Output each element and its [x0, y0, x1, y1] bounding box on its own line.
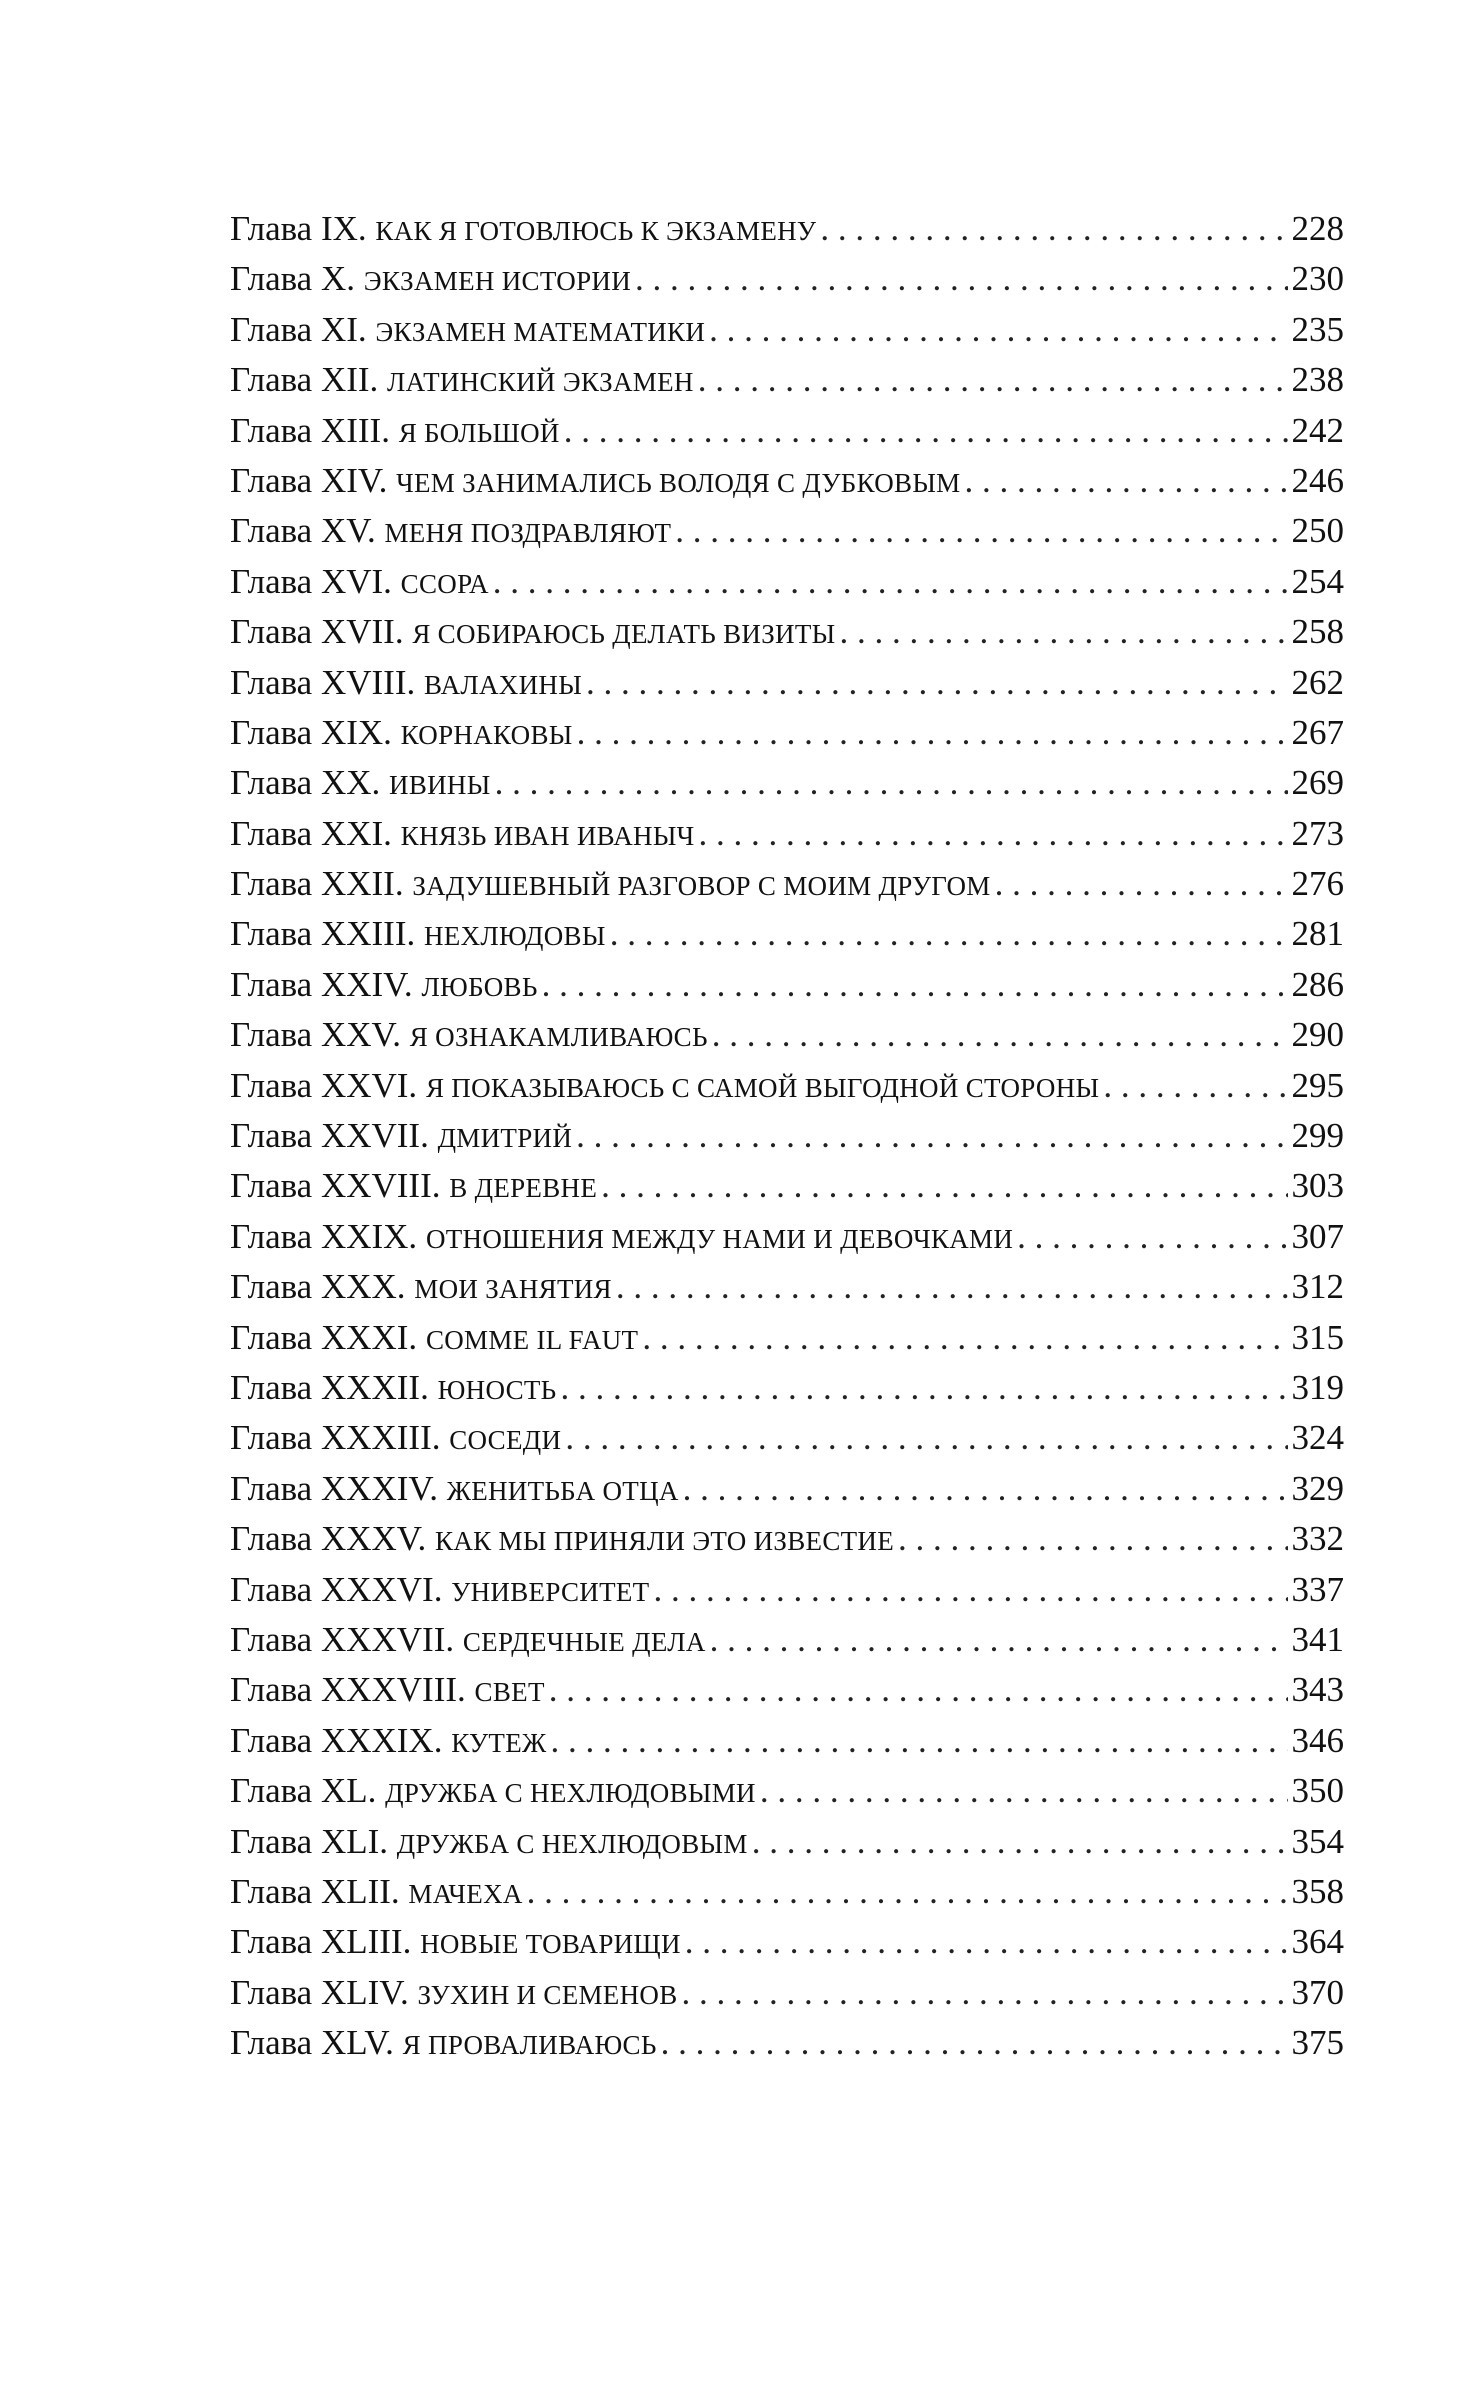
- page-number: 319: [1291, 1367, 1344, 1407]
- page-number: 281: [1291, 914, 1344, 954]
- dot-leader: [564, 406, 1288, 456]
- page-number: 350: [1291, 1771, 1344, 1811]
- dot-leader: [683, 1464, 1288, 1514]
- chapter-title: ЛЮБОВЬ: [421, 971, 538, 1002]
- chapter-label: Глава XLV.: [230, 2023, 394, 2063]
- page-number: 250: [1291, 511, 1344, 551]
- dot-leader: [527, 1867, 1288, 1917]
- chapter-title: МАЧЕХА: [408, 1878, 523, 1909]
- page-number: 315: [1291, 1317, 1344, 1357]
- chapter-title: КОРНАКОВЫ: [400, 719, 573, 750]
- dot-leader: [616, 1262, 1288, 1312]
- toc-entry-xvii[interactable]: [230, 607, 1344, 657]
- chapter-label: Глава XXXI.: [230, 1317, 418, 1357]
- toc-entry-xxxvi[interactable]: [230, 1565, 1344, 1615]
- chapter-label: Глава XX.: [230, 763, 381, 803]
- chapter-title: ССОРА: [400, 568, 489, 599]
- chapter-label: Глава XVII.: [230, 612, 404, 652]
- page-number: 238: [1291, 360, 1344, 400]
- chapter-label: Глава XXXII.: [230, 1367, 429, 1407]
- toc-entry-xxviii[interactable]: [230, 1161, 1344, 1211]
- chapter-title: Я СОБИРАЮСЬ ДЕЛАТЬ ВИЗИТЫ: [412, 619, 836, 650]
- dot-leader: [712, 1010, 1288, 1060]
- page-number: 242: [1291, 410, 1344, 450]
- dot-leader: [752, 1817, 1288, 1867]
- chapter-title: УНИВЕРСИТЕТ: [451, 1576, 650, 1607]
- page-number: 343: [1291, 1670, 1344, 1710]
- chapter-title: КНЯЗЬ ИВАН ИВАНЫЧ: [400, 820, 695, 851]
- page-number: 299: [1291, 1116, 1344, 1156]
- toc-entry-xl[interactable]: [230, 1766, 1344, 1816]
- dot-leader: [550, 1716, 1287, 1766]
- dot-leader: [698, 355, 1288, 405]
- toc-entry-xxvi[interactable]: [230, 1061, 1344, 1111]
- chapter-label: Глава XXXIV.: [230, 1468, 438, 1508]
- page-number: 254: [1291, 561, 1344, 601]
- page-number: 358: [1291, 1871, 1344, 1911]
- page-number: 312: [1291, 1267, 1344, 1307]
- toc-entry-ix[interactable]: [230, 204, 1344, 254]
- dot-leader: [661, 2018, 1288, 2068]
- page-number: 337: [1291, 1569, 1344, 1609]
- chapter-label: Глава XXII.: [230, 864, 404, 904]
- chapter-label: Глава XXXVIII.: [230, 1670, 466, 1710]
- dot-leader: [898, 1514, 1287, 1564]
- toc-entry-xx[interactable]: [230, 758, 1344, 808]
- chapter-title: ОТНОШЕНИЯ МЕЖДУ НАМИ И ДЕВОЧКАМИ: [425, 1223, 1014, 1254]
- chapter-label: Глава XXX.: [230, 1267, 406, 1307]
- dot-leader: [1103, 1061, 1287, 1111]
- chapter-title: ВАЛАХИНЫ: [423, 669, 583, 700]
- chapter-label: Глава XIV.: [230, 460, 388, 500]
- page-number: 329: [1291, 1468, 1344, 1508]
- chapter-label: Глава XXIX.: [230, 1216, 418, 1256]
- toc-entry-xxxi[interactable]: [230, 1313, 1344, 1363]
- dot-leader: [565, 1413, 1287, 1463]
- page-number: 364: [1291, 1922, 1344, 1962]
- chapter-label: Глава XXVI.: [230, 1065, 418, 1105]
- dot-leader: [577, 708, 1288, 758]
- chapter-title: ЗАДУШЕВНЫЙ РАЗГОВОР С МОИМ ДРУГОМ: [412, 871, 991, 902]
- page-number: 303: [1291, 1166, 1344, 1206]
- chapter-label: Глава XLIV.: [230, 1972, 409, 2012]
- toc-entry-xi[interactable]: [230, 305, 1344, 355]
- chapter-title: ДМИТРИЙ: [437, 1123, 573, 1154]
- toc-entry-xviii[interactable]: [230, 658, 1344, 708]
- toc-entry-xxix[interactable]: [230, 1212, 1344, 1262]
- toc-entry-xxiv[interactable]: [230, 960, 1344, 1010]
- chapter-label: Глава XXXVII.: [230, 1619, 455, 1659]
- toc-entry-xli[interactable]: [230, 1817, 1344, 1867]
- dot-leader: [635, 254, 1288, 304]
- toc-entry-xxxiv[interactable]: [230, 1464, 1344, 1514]
- chapter-title: Я БОЛЬШОЙ: [398, 417, 560, 448]
- chapter-label: Глава XLIII.: [230, 1922, 412, 1962]
- chapter-label: Глава XXIV.: [230, 964, 413, 1004]
- toc-entry-xxii[interactable]: [230, 859, 1344, 909]
- chapter-label: Глава XXVIII.: [230, 1166, 441, 1206]
- toc-entry-xxvii[interactable]: [230, 1111, 1344, 1161]
- page-number: 341: [1291, 1619, 1344, 1659]
- chapter-title: COMME IL FAUT: [425, 1324, 639, 1355]
- chapter-label: Глава XI.: [230, 309, 367, 349]
- dot-leader: [576, 1111, 1287, 1161]
- chapter-label: Глава XXXV.: [230, 1519, 427, 1559]
- page-number: 346: [1291, 1720, 1344, 1760]
- dot-leader: [964, 456, 1287, 506]
- page-number: 235: [1291, 309, 1344, 349]
- toc-entry-xiv[interactable]: [230, 456, 1344, 506]
- dot-leader: [709, 305, 1287, 355]
- dot-leader: [682, 1968, 1288, 2018]
- page-number: 290: [1291, 1015, 1344, 1055]
- chapter-label: Глава XII.: [230, 360, 379, 400]
- toc-entry-xliii[interactable]: [230, 1917, 1344, 1967]
- chapter-title: ЛАТИНСКИЙ ЭКЗАМЕН: [387, 367, 694, 398]
- chapter-title: ЗУХИН И СЕМЕНОВ: [417, 1979, 678, 2010]
- toc-entry-xxxiii[interactable]: [230, 1413, 1344, 1463]
- chapter-label: Глава XLII.: [230, 1871, 400, 1911]
- page-number: 230: [1291, 259, 1344, 299]
- dot-leader: [675, 506, 1287, 556]
- toc-entry-xvi[interactable]: [230, 557, 1344, 607]
- chapter-title: НЕХЛЮДОВЫ: [423, 921, 606, 952]
- page-number: 273: [1291, 813, 1344, 853]
- chapter-title: Я ОЗНАКАМЛИВАЮСЬ: [409, 1022, 708, 1053]
- page-number: 370: [1291, 1972, 1344, 2012]
- chapter-title: В ДЕРЕВНЕ: [449, 1173, 598, 1204]
- chapter-label: Глава XXIII.: [230, 914, 416, 954]
- dot-leader: [760, 1766, 1288, 1816]
- toc-entry-xxiii[interactable]: [230, 909, 1344, 959]
- chapter-label: Глава XL.: [230, 1771, 377, 1811]
- toc-entry-xii[interactable]: [230, 355, 1344, 405]
- chapter-title: ЧЕМ ЗАНИМАЛИСЬ ВОЛОДЯ С ДУБКОВЫМ: [396, 467, 961, 498]
- chapter-label: Глава XXXVI.: [230, 1569, 443, 1609]
- chapter-label: Глава XIII.: [230, 410, 390, 450]
- dot-leader: [495, 758, 1288, 808]
- chapter-title: Я ПРОВАЛИВАЮСЬ: [402, 2030, 657, 2061]
- chapter-title: СЕРДЕЧНЫЕ ДЕЛА: [462, 1626, 706, 1657]
- chapter-title: ЭКЗАМЕН МАТЕМАТИКИ: [375, 316, 706, 347]
- page-number: 375: [1291, 2023, 1344, 2063]
- chapter-title: СОСЕДИ: [449, 1425, 562, 1456]
- page-number: 262: [1291, 662, 1344, 702]
- dot-leader: [610, 909, 1288, 959]
- chapter-title: МЕНЯ ПОЗДРАВЛЯЮТ: [384, 518, 672, 549]
- toc-entry-xliv[interactable]: [230, 1968, 1344, 2018]
- chapter-title: ЭКЗАМЕН ИСТОРИИ: [363, 266, 631, 297]
- dot-leader: [710, 1615, 1288, 1665]
- page-number: 332: [1291, 1519, 1344, 1559]
- toc-entry-xxxvii[interactable]: [230, 1615, 1344, 1665]
- toc-entry-xv[interactable]: [230, 506, 1344, 556]
- page-number: 228: [1291, 209, 1344, 248]
- page-number: 324: [1291, 1418, 1344, 1458]
- chapter-label: Глава XVI.: [230, 561, 392, 601]
- toc-entry-xlv[interactable]: [230, 2018, 1344, 2068]
- chapter-title: КАК Я ГОТОВЛЮСЬ К ЭКЗАМЕНУ: [375, 216, 817, 246]
- table-of-contents: [230, 204, 1344, 2068]
- dot-leader: [549, 1665, 1288, 1715]
- page-number: 286: [1291, 964, 1344, 1004]
- dot-leader: [995, 859, 1288, 909]
- toc-entry-xiii[interactable]: [230, 406, 1344, 456]
- chapter-title: КУТЕЖ: [451, 1727, 547, 1758]
- chapter-label: Глава XLI.: [230, 1821, 389, 1861]
- chapter-title: МОИ ЗАНЯТИЯ: [414, 1274, 612, 1305]
- page-number: 269: [1291, 763, 1344, 803]
- page-number: 246: [1291, 460, 1344, 500]
- page-number: 354: [1291, 1821, 1344, 1861]
- dot-leader: [839, 607, 1287, 657]
- toc-entry-xxxii[interactable]: [230, 1363, 1344, 1413]
- chapter-label: Глава XXXIII.: [230, 1418, 441, 1458]
- dot-leader: [1017, 1212, 1287, 1262]
- chapter-label: Глава XXXIX.: [230, 1720, 443, 1760]
- chapter-title: Я ПОКАЗЫВАЮСЬ С САМОЙ ВЫГОДНОЙ СТОРОНЫ: [425, 1072, 1100, 1103]
- toc-entry-x[interactable]: [230, 254, 1344, 304]
- chapter-label: Глава XV.: [230, 511, 376, 551]
- chapter-label: Глава XIX.: [230, 712, 392, 752]
- toc-entry-xxxv[interactable]: [230, 1514, 1344, 1564]
- dot-leader: [493, 557, 1288, 607]
- chapter-title: ДРУЖБА С НЕХЛЮДОВЫМ: [396, 1828, 748, 1859]
- dot-leader: [820, 204, 1287, 254]
- chapter-label: Глава X.: [230, 259, 355, 299]
- dot-leader: [542, 960, 1288, 1010]
- chapter-title: ЮНОСТЬ: [437, 1374, 557, 1405]
- toc-entry-xix[interactable]: [230, 708, 1344, 758]
- chapter-label: Глава XXV.: [230, 1015, 402, 1055]
- toc-entry-xxxix[interactable]: [230, 1716, 1344, 1766]
- chapter-label: Глава IX.: [230, 209, 367, 248]
- dot-leader: [642, 1313, 1287, 1363]
- toc-entry-xxx[interactable]: [230, 1262, 1344, 1312]
- page-number: 276: [1291, 864, 1344, 904]
- chapter-title: ДРУЖБА С НЕХЛЮДОВЫМИ: [385, 1778, 756, 1809]
- chapter-title: ЖЕНИТЬБА ОТЦА: [446, 1475, 679, 1506]
- toc-entry-xxi[interactable]: [230, 809, 1344, 859]
- toc-entry-xlii[interactable]: [230, 1867, 1344, 1917]
- dot-leader: [601, 1161, 1287, 1211]
- dot-leader: [653, 1565, 1287, 1615]
- dot-leader: [560, 1363, 1287, 1413]
- chapter-title: КАК МЫ ПРИНЯЛИ ЭТО ИЗВЕСТИЕ: [435, 1526, 895, 1557]
- page-number: 295: [1291, 1065, 1344, 1105]
- dot-leader: [699, 809, 1288, 859]
- chapter-title: ИВИНЫ: [389, 770, 491, 801]
- toc-entry-xxxviii[interactable]: [230, 1665, 1344, 1715]
- page-number: 307: [1291, 1216, 1344, 1256]
- chapter-label: Глава XXI.: [230, 813, 392, 853]
- page-number: 258: [1291, 612, 1344, 652]
- chapter-title: НОВЫЕ ТОВАРИЩИ: [420, 1929, 681, 1960]
- chapter-title: СВЕТ: [474, 1677, 545, 1708]
- toc-entry-xxv[interactable]: [230, 1010, 1344, 1060]
- dot-leader: [586, 658, 1287, 708]
- dot-leader: [685, 1917, 1288, 1967]
- chapter-label: Глава XXVII.: [230, 1116, 429, 1156]
- page-number: 267: [1291, 712, 1344, 752]
- chapter-label: Глава XVIII.: [230, 662, 416, 702]
